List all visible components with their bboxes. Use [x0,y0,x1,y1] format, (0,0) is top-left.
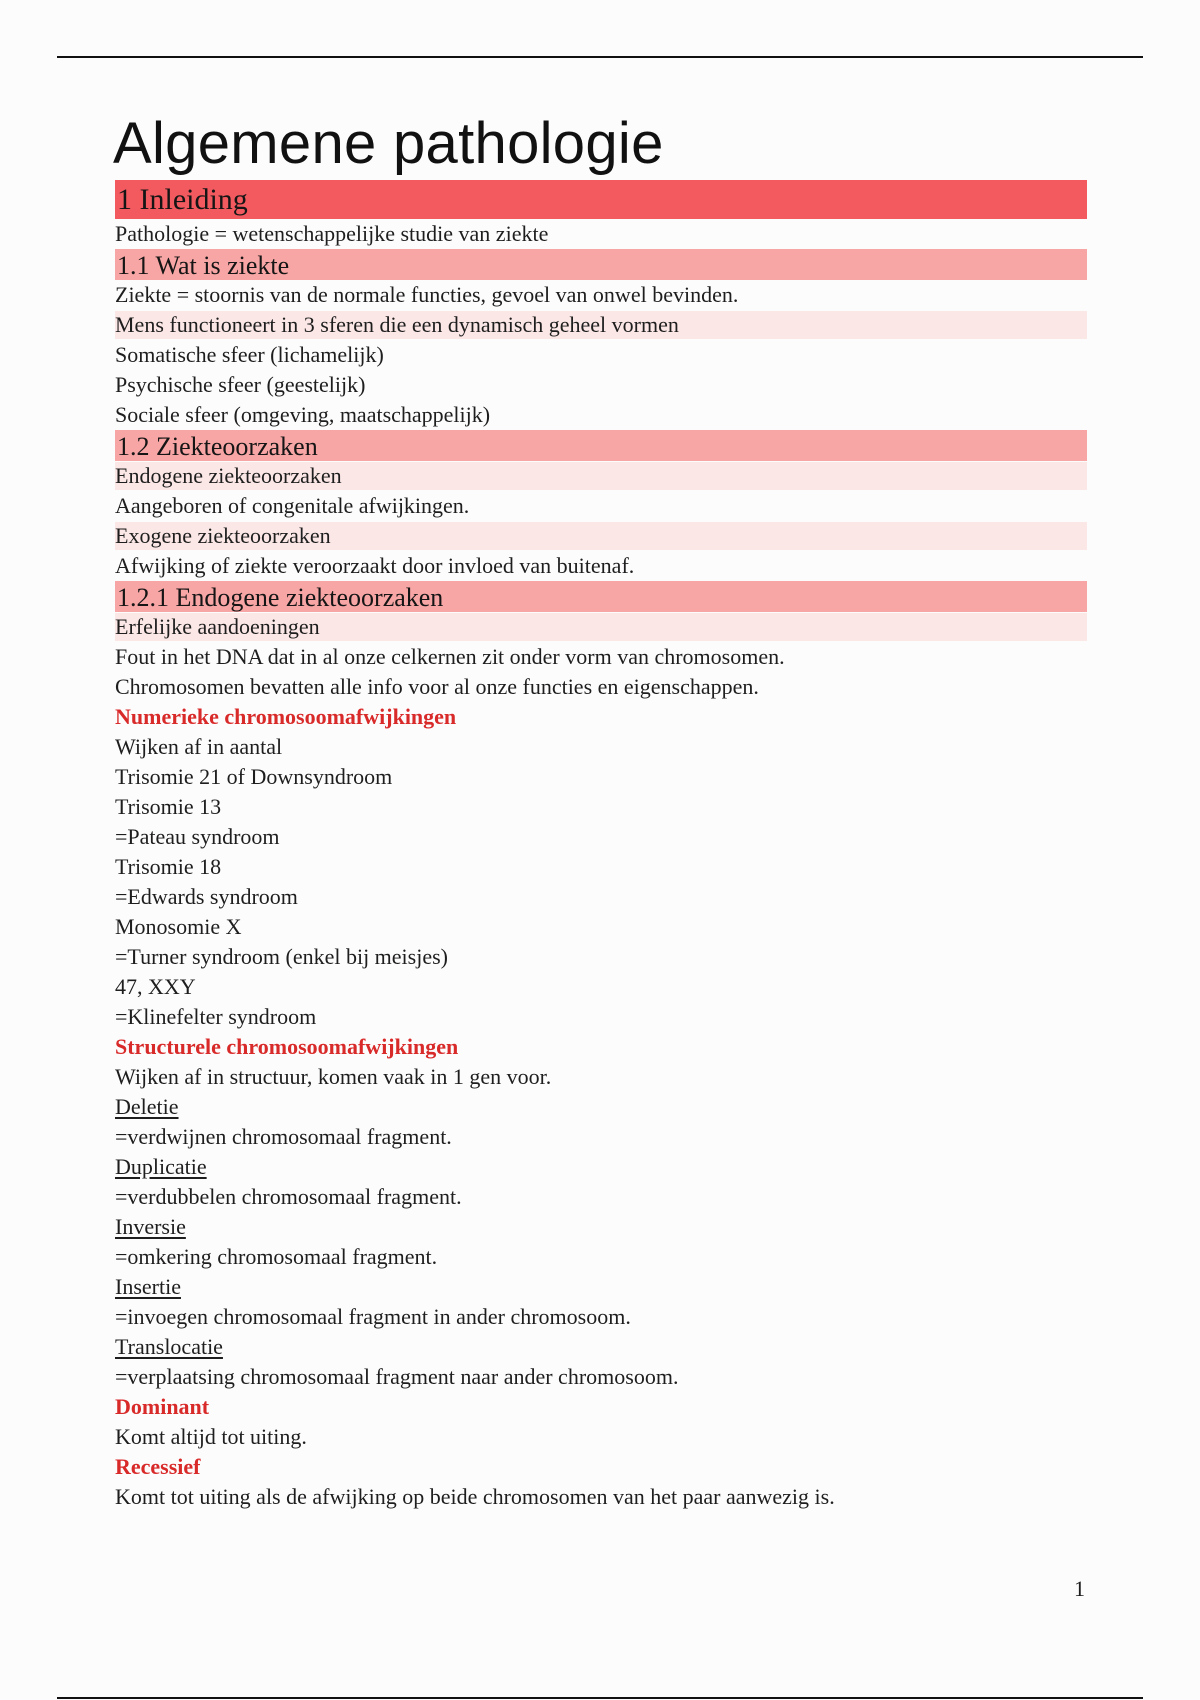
underlined-term [115,1152,1087,1182]
text-line: Pathologie = wetenschappelijke studie van ziekte [115,221,549,246]
underlined-term [115,1272,1087,1302]
red-bold-heading: Recessief [115,1454,201,1479]
text-line: =omkering chromosomaal fragment. [115,1244,438,1269]
subsection-heading: 1.2 Ziekteoorzaken [115,430,1087,461]
text-line: Trisomie 18 [115,854,222,879]
red-bold-heading: Dominant [115,1394,210,1419]
document-body [115,108,1087,1512]
top-rule [57,56,1143,58]
text-line: Ziekte = stoornis van de normale functies, gevoel van onwel bevinden. [115,282,739,307]
text-line: Somatische sfeer (lichamelijk) [115,342,384,367]
underlined-term-text: Insertie [115,1274,181,1299]
text-line: Trisomie 21 of Downsyndroom [115,764,393,789]
bottom-rule [57,1697,1143,1699]
page-number: 1 [1074,1576,1085,1601]
red-bold-heading: Numerieke chromosoomafwijkingen [115,704,457,729]
text-line: Monosomie X [115,914,242,939]
underlined-term-text: Deletie [115,1094,179,1119]
text-line: Sociale sfeer (omgeving, maatschappelijk) [115,402,491,427]
text-line: 47, XXY [115,974,196,999]
underlined-term-text: Inversie [115,1214,186,1239]
highlighted-line: Erfelijke aandoeningen [115,613,1087,641]
subsection-heading: 1.2.1 Endogene ziekteoorzaken [115,581,1087,612]
highlighted-line: Exogene ziekteoorzaken [115,522,1087,550]
text-line: Afwijking of ziekte veroorzaakt door invloed van buitenaf. [115,553,635,578]
underlined-term-text: Translocatie [115,1334,223,1359]
text-line: =Edwards syndroom [115,884,298,909]
text-line: Wijken af in structuur, komen vaak in 1 gen voor. [115,1064,552,1089]
text-line: Trisomie 13 [115,794,222,819]
text-line: =Pateau syndroom [115,824,280,849]
underlined-term-text: Duplicatie [115,1154,207,1179]
text-line: =Klinefelter syndroom [115,1004,317,1029]
highlighted-line: Mens functioneert in 3 sferen die een dynamisch geheel vormen [115,311,1087,339]
text-line: =verdubbelen chromosomaal fragment. [115,1184,462,1209]
underlined-term [115,1092,1087,1122]
text-line: Komt tot uiting als de afwijking op beide chromosomen van het paar aanwezig is. [115,1484,835,1509]
text-line: =verplaatsing chromosomaal fragment naar ander chromosoom. [115,1364,679,1389]
text-line: Fout in het DNA dat in al onze celkernen zit onder vorm van chromosomen. [115,644,785,669]
subsection-heading: 1.1 Wat is ziekte [115,249,1087,280]
text-line: Komt altijd tot uiting. [115,1424,307,1449]
text-line: Chromosomen bevatten alle info voor al onze functies en eigenschappen. [115,674,759,699]
content-blocks [115,180,1087,1512]
text-line: Wijken af in aantal [115,734,283,759]
underlined-term [115,1212,1087,1242]
text-line: Aangeboren of congenitale afwijkingen. [115,493,470,518]
highlighted-line: Endogene ziekteoorzaken [115,462,1087,490]
text-line: =invoegen chromosomaal fragment in ander chromosoom. [115,1304,631,1329]
text-line: =Turner syndroom (enkel bij meisjes) [115,944,448,969]
document-title: Algemene pathologie [113,111,664,176]
section-heading: 1 Inleiding [115,180,1087,219]
text-line: =verdwijnen chromosomaal fragment. [115,1124,452,1149]
underlined-term [115,1332,1087,1362]
text-line: Psychische sfeer (geestelijk) [115,372,366,397]
red-bold-heading: Structurele chromosoomafwijkingen [115,1034,459,1059]
